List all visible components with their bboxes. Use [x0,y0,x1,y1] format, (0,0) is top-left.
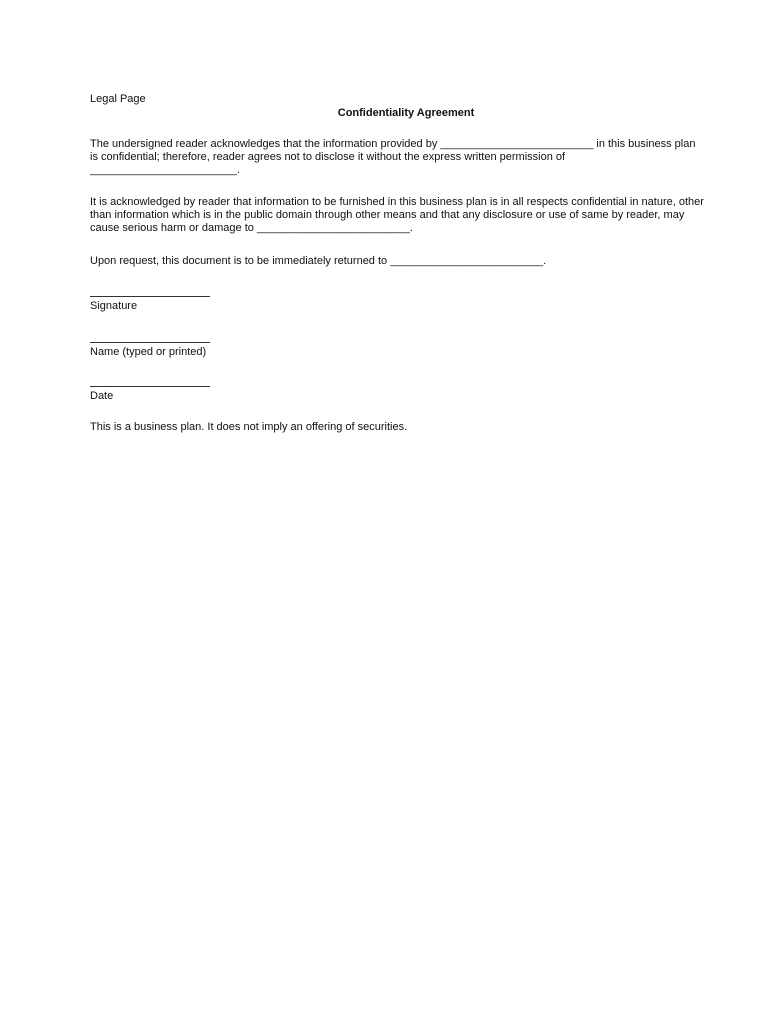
signature-label: Signature [90,300,138,312]
date-line [90,386,210,387]
signature-field [90,296,210,313]
paragraph-line: It is acknowledged by reader that information to be furnished in this business plan is in all respects confidential in nature, other [90,196,704,208]
name-label: Name (typed or printed) [90,346,207,358]
paragraph-acknowledgement [90,138,740,177]
legal-page-label: Legal Page [90,93,146,105]
paragraph-line: than information which is in the public domain through other means and that any disclosure or use of same by reader, may [90,209,685,221]
paragraph-line: is confidential; therefore, reader agrees not to disclose it without the express written permission of [90,151,566,163]
document-title: Confidentiality Agreement [337,107,475,119]
paragraph-line: Upon request, this document is to be immediately returned to _________________________. [90,255,547,267]
paragraph-confidential-nature [90,196,740,235]
date-label: Date [90,390,114,402]
paragraph-line: The undersigned reader acknowledges that the information provided by _________________________ in this business plan [90,138,696,150]
signature-line [90,296,210,297]
disclaimer-text: This is a business plan. It does not imply an offering of securities. [90,421,408,433]
paragraph-return-request [90,255,740,268]
paragraph-line: ________________________. [90,164,240,176]
name-line [90,342,210,343]
name-field [90,342,210,359]
paragraph-line: cause serious harm or damage to _________________________. [90,222,413,234]
date-field [90,386,210,403]
